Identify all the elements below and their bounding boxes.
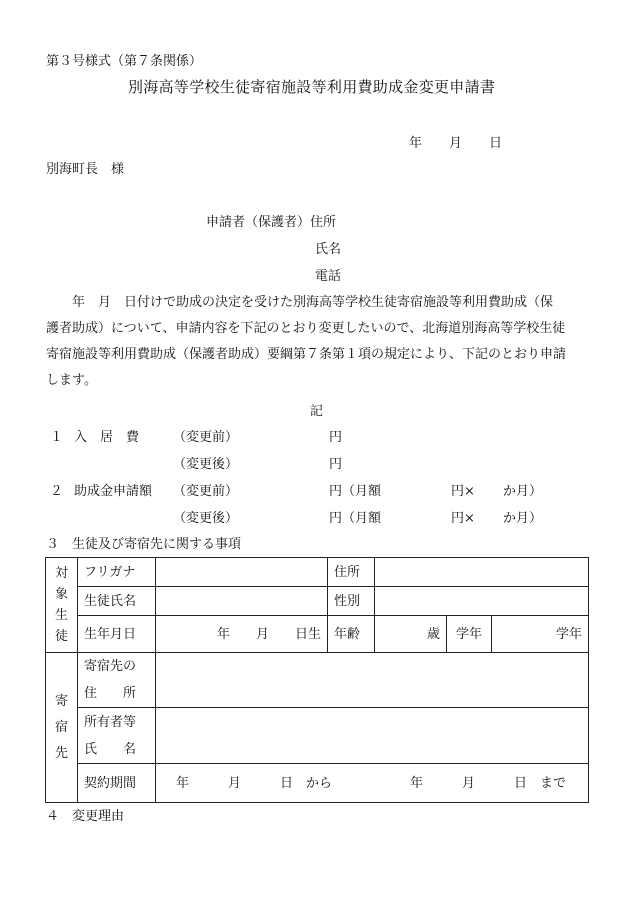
- section-2-after-months: か月）: [503, 511, 543, 526]
- owner-label: [78, 708, 156, 764]
- section-2-after-label: （変更後）: [173, 511, 239, 526]
- section-2-before-times: 円×: [451, 484, 475, 499]
- lodging-address-field[interactable]: [156, 653, 589, 708]
- applicant-address-label: 申請者（保護者）住所: [206, 215, 337, 230]
- student-name-field[interactable]: [156, 587, 328, 616]
- section-2-before-label: （変更前）: [173, 484, 239, 499]
- section-2-label: 助成金申請額: [74, 484, 153, 499]
- gender-label: 性別: [328, 587, 375, 616]
- page-title: 別海高等学校生徒寄宿施設等利用費助成金変更申請書: [128, 78, 496, 96]
- owner-field[interactable]: [156, 708, 589, 764]
- furigana-field[interactable]: [156, 558, 328, 587]
- body-line: 護者助成）について、申請内容を下記のとおり変更したいので、北海道別海高等学校生徒: [46, 321, 566, 336]
- body-line: 寄宿施設等利用費助成（保護者助成）要綱第７条第１項の規定により、下記のとおり申請: [46, 347, 567, 362]
- section-2-after-monthly: 円（月額: [329, 511, 382, 526]
- furigana-label: フリガナ: [78, 558, 156, 587]
- ki-heading: 記: [310, 404, 324, 419]
- table-row: [46, 653, 589, 708]
- contract-period-field[interactable]: 年 月 日 から 年 月 日 まで: [156, 764, 589, 803]
- body-line: 年 月 日付けで助成の決定を受けた別海高等学校生徒寄宿施設等利用費助成（保: [46, 295, 554, 310]
- birthdate-label: 生年月日: [78, 616, 156, 653]
- section-1-before-label: （変更前）: [173, 430, 239, 445]
- table-row: [46, 708, 589, 764]
- student-name-label: 生徒氏名: [78, 587, 156, 616]
- address-field[interactable]: [375, 558, 589, 587]
- grade-label: 学年: [447, 616, 492, 653]
- form-number: 第３号様式（第７条関係）: [46, 54, 203, 69]
- owner-label-line1: 所有者等: [84, 714, 137, 730]
- section-1-before-yen: 円: [329, 430, 343, 445]
- section-2-before-monthly: 円（月額: [329, 484, 382, 499]
- age-label: 年齢: [328, 616, 375, 653]
- section-4-heading: ４ 変更理由: [46, 809, 125, 824]
- lodging-address-label: [78, 653, 156, 708]
- table-row: [46, 587, 589, 616]
- gender-field[interactable]: [375, 587, 589, 616]
- table-row: [46, 558, 589, 587]
- grade-field[interactable]: 学年: [492, 616, 589, 653]
- date-year-label: 年: [409, 136, 423, 151]
- table-row: [46, 616, 589, 653]
- lodging-group-label: 寄宿先: [46, 653, 78, 803]
- section-1-number: １: [50, 430, 64, 445]
- student-group-label: 対象生徒: [46, 558, 78, 653]
- section-1-label: 入 居 費: [74, 430, 140, 445]
- owner-label-line2: 氏 名: [84, 741, 137, 757]
- applicant-name-label: 氏名: [315, 242, 342, 257]
- date-month-label: 月: [449, 136, 463, 151]
- contract-label: 契約期間: [78, 764, 156, 803]
- age-field[interactable]: 歳: [375, 616, 447, 653]
- section-2-before-months: か月）: [503, 484, 543, 499]
- student-lodging-table: [45, 557, 589, 803]
- body-line: します。: [46, 373, 97, 388]
- applicant-phone-label: 電話: [315, 269, 342, 284]
- birthdate-field[interactable]: 年 月 日生: [156, 616, 328, 653]
- date-day-label: 日: [489, 136, 503, 151]
- lodging-address-label-line1: 寄宿先の: [84, 659, 137, 674]
- section-1-after-yen: 円: [329, 457, 343, 472]
- addressee: 別海町長 様: [46, 162, 125, 177]
- section-3-heading: ３ 生徒及び寄宿先に関する事項: [46, 537, 242, 552]
- section-1-after-label: （変更後）: [173, 457, 239, 472]
- section-2-number: ２: [50, 484, 64, 499]
- section-2-after-times: 円×: [451, 511, 475, 526]
- address-label: 住所: [328, 558, 375, 587]
- lodging-address-label-line2: 住 所: [84, 686, 137, 701]
- table-row: [46, 764, 589, 803]
